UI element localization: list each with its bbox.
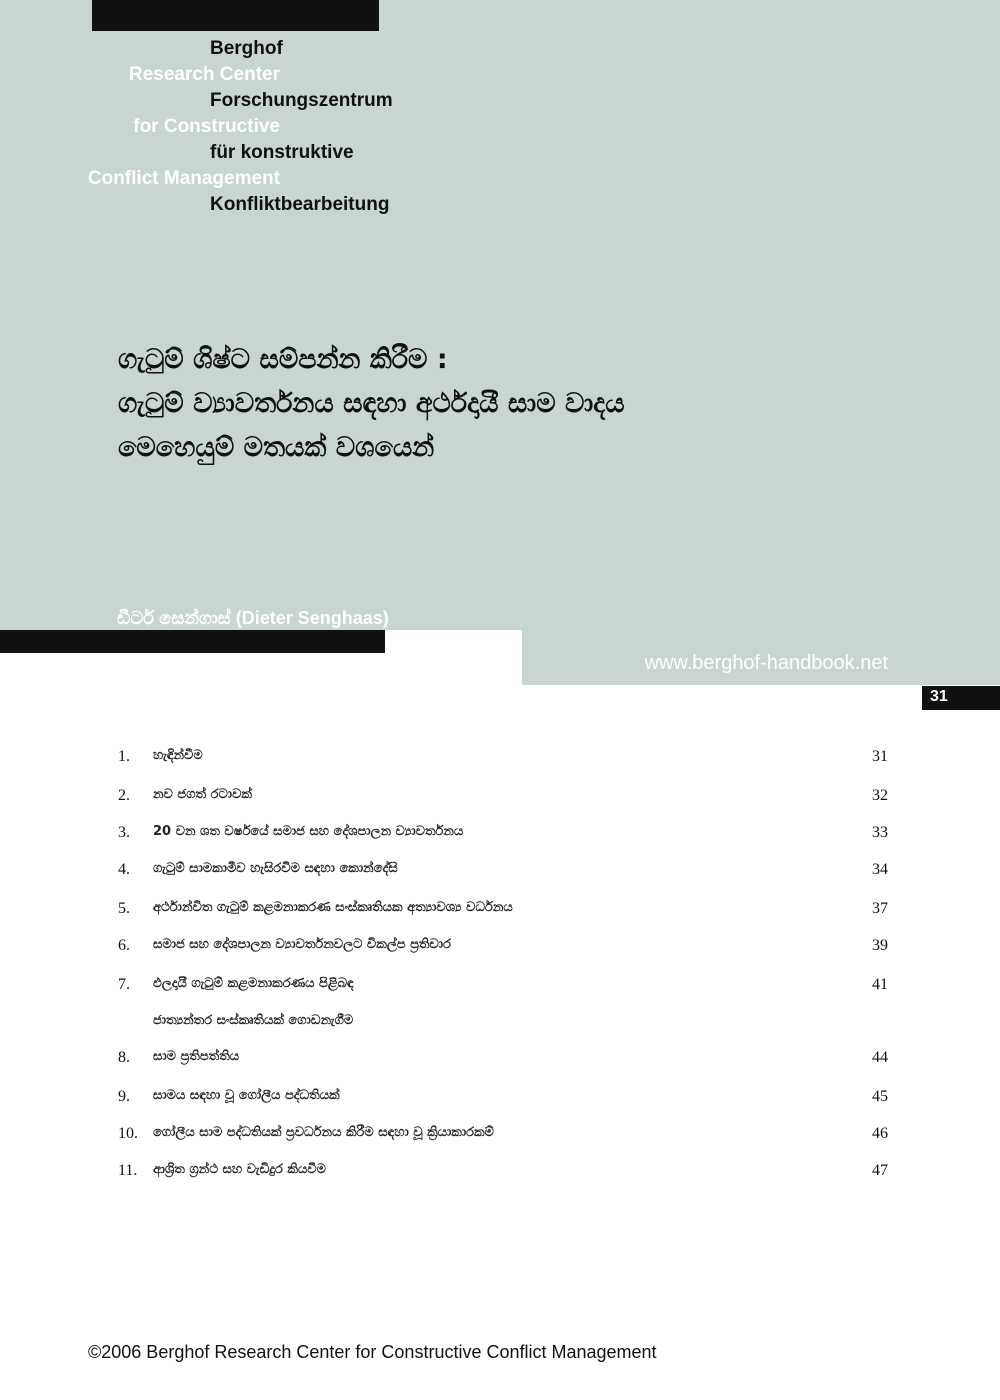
toc-entry[interactable] [0,787,1000,817]
copyright-footer: ©2006 Berghof Research Center for Constructive Conflict Management [88,1342,657,1362]
toc-number: 10. [118,1125,138,1142]
toc-page: 31 [872,748,888,765]
toc-page: 47 [872,1162,888,1179]
toc-page: 45 [872,1088,888,1105]
toc-number: 5. [118,900,130,917]
toc-page: 34 [872,861,888,878]
toc-entry[interactable] [0,937,1000,967]
toc-title: 20 වන ශත වර්ෂයේ සමාජ සහ දේශපාලන ව්‍යාවර්තනය [153,824,464,839]
org-line-en: Research Center [128,64,280,85]
toc-title: ආශ්‍රිත ග්‍රන්ථ සහ වැඩිදුර කියවීම [153,1162,326,1177]
toc-entry[interactable] [0,748,1000,778]
toc-entry[interactable] [0,976,1000,1036]
toc-title: ගෝලීය සාම පද්ධතියක් ප්‍රවර්ධනය කිරීම සඳහා වූ ක්‍රියාකාරකම් [153,1125,494,1140]
toc-title: සාමය සඳහා වූ ගෝලීය පද්ධතියක් [153,1088,340,1103]
toc-title: සමාජ සහ දේශපාලන ව්‍යාවර්තනවලට විකල්ප ප්‍රතිචාර [153,937,451,952]
toc-page: 41 [872,976,888,993]
toc-number: 2. [118,787,130,804]
toc-page: 37 [872,900,888,917]
title-line: ගැටුම් ශිෂ්ට සම්පන්න කිරීම : [118,344,448,375]
author-name: ඩීටර් සෙන්ගාස් (Dieter Senghaas) [117,608,389,628]
toc-title: හැඳින්වීම [153,748,203,763]
toc-entry[interactable] [0,1088,1000,1118]
toc-number: 6. [118,937,130,954]
toc-entry[interactable] [0,1125,1000,1155]
toc-title: ඵලදායී ගැටුම් කළමනාකරණය පිළිබඳ [153,976,354,991]
toc-number: 3. [118,824,130,841]
toc-title: සාම ප්‍රතිපත්තිය [153,1049,240,1064]
toc-page: 39 [872,937,888,954]
org-line-de: Konfliktbearbeitung [210,194,390,215]
toc-title: ගැටුම් සාමකාමීව හැසිරවීම සඳහා කොන්දේසි [153,861,398,876]
org-line-en: Conflict Management [87,168,280,189]
toc-title: අර්ථාන්විත ගැටුම් කළමනාකරණ සංස්කෘතියක අත්‍යාවශ්‍ය වර්ධනය [153,900,513,915]
org-line-en: for Constructive [133,116,280,137]
page-number: 31 [930,688,948,705]
toc-number: 8. [118,1049,130,1066]
title-line: ගැටුම් ව්‍යාවර්තනය සඳහා අර්ථදායී සාම වාදය [118,388,625,419]
page-number-tab [922,686,1000,710]
toc-page: 44 [872,1049,888,1066]
toc-entry[interactable] [0,1162,1000,1192]
toc-entry[interactable] [0,861,1000,891]
toc-number: 4. [118,861,130,878]
org-line-de: Forschungszentrum [210,90,393,111]
toc-title: නව ජගත් රටාවක් [153,787,252,802]
toc-number: 7. [118,976,130,993]
toc-title-continuation: ජාත්‍යන්තර සංස්කෘතියක් ගොඩනැගීම [153,1013,354,1028]
toc-entry[interactable] [0,824,1000,854]
title-line: මෙහෙයුම් මතයක් වශයෙන් [118,432,435,463]
toc-entry[interactable] [0,900,1000,930]
top-black-bar [92,0,379,31]
toc-page: 33 [872,824,888,841]
author-black-bar [0,630,385,653]
toc-number: 11. [118,1162,138,1179]
toc-page: 46 [872,1125,888,1142]
org-line-de: Berghof [210,38,283,59]
toc-number: 1. [118,748,130,765]
toc-entry[interactable] [0,1049,1000,1079]
org-line-de: für konstruktive [210,142,354,163]
toc-page: 32 [872,787,888,804]
toc-number: 9. [118,1088,130,1105]
document-title [118,338,878,470]
handbook-url[interactable]: www.berghof-handbook.net [644,652,888,674]
